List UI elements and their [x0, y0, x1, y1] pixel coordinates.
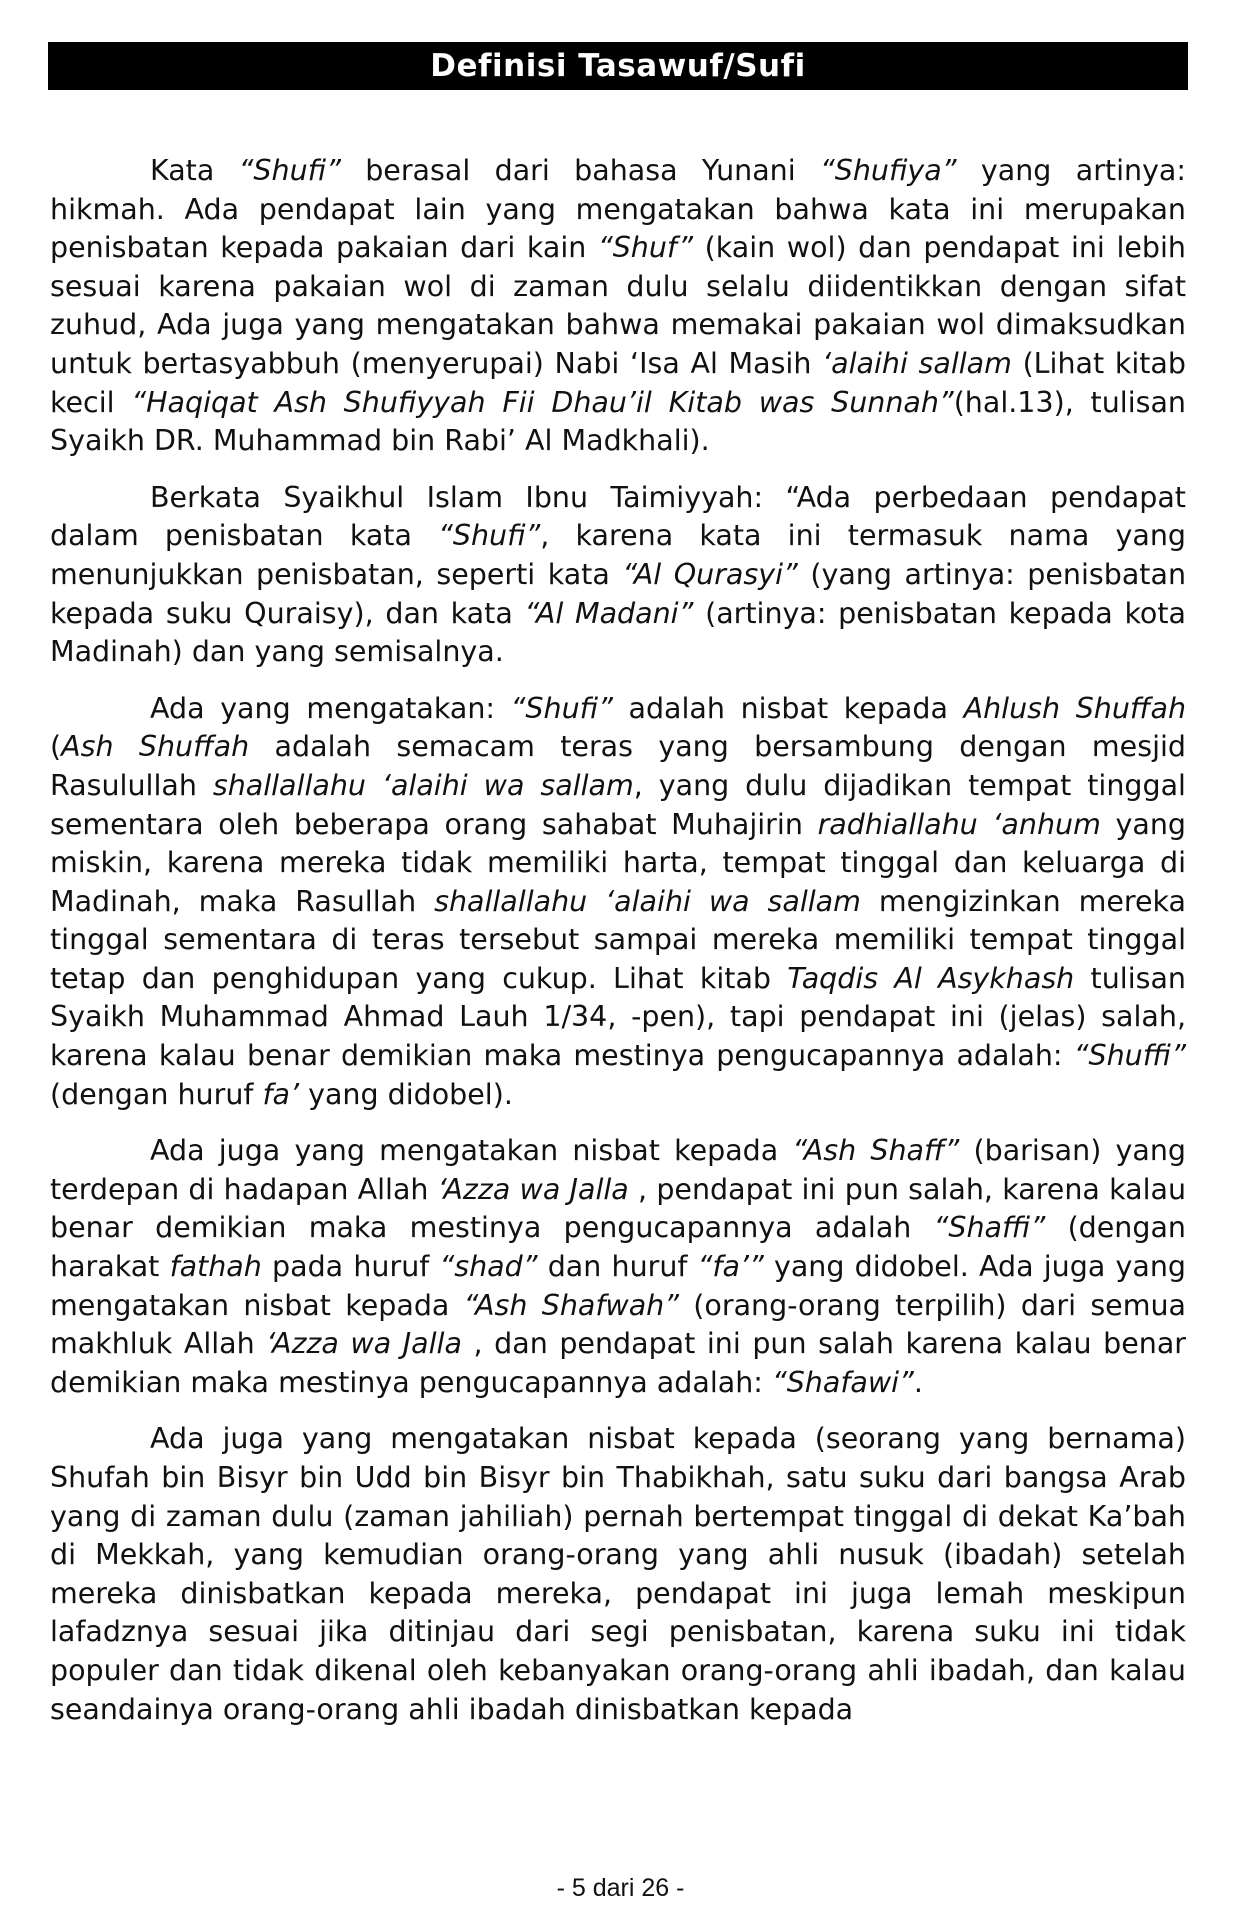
italic-term: shallallahu ‘alaihi wa sallam — [434, 884, 861, 918]
italic-term: Ahlush Shuffah — [963, 691, 1187, 725]
italic-term: “shad” — [439, 1250, 538, 1284]
paragraph — [50, 152, 1186, 461]
italic-term: shallallahu ‘alaihi wa sallam — [212, 768, 634, 802]
text-run: (kain wol) dan pendapat ini lebih sesuai karena pakaian wol di zaman dulu selalu diidentikkan dengan sifat zuhud, Ada juga yang mengatakan bahwa memakai pakaian wol dimaksudkan untuk bertasyabbuh (menyerupai) Nabi ‘Isa Al Masih — [50, 231, 1186, 380]
text-run: adalah nisbat kepada — [612, 691, 964, 725]
text-run: , dan pendapat ini pun salah karena kalau benar demikian maka mestinya pengucapannya adalah: — [50, 1327, 1186, 1399]
italic-term: “Shufi” — [438, 519, 541, 553]
paragraph — [50, 1420, 1186, 1729]
italic-term: “Shafawi” — [771, 1365, 914, 1399]
italic-term: “Al Qurasyi” — [622, 557, 798, 591]
text-run: (Lihat kitab kecil — [50, 346, 1186, 419]
italic-term: ‘Azza wa Jalla — [266, 1327, 462, 1361]
article-body — [50, 152, 1186, 1747]
italic-term: ‘alaihi sallam — [822, 346, 1012, 380]
paragraph — [50, 479, 1186, 672]
text-run: yang didobel). — [299, 1077, 513, 1111]
italic-term: “Shaffi” — [933, 1211, 1046, 1245]
text-run: pada huruf — [261, 1250, 440, 1284]
text-run: (dengan harakat — [50, 1211, 1186, 1284]
italic-term: “Al Madani” — [524, 596, 694, 630]
italic-term: Ash Shuffah — [61, 730, 250, 764]
text-run: , karena kata ini termasuk nama yang menunjukkan penisbatan, seperti kata — [50, 519, 1186, 591]
text-run: berasal dari bahasa Yunani — [340, 154, 821, 187]
text-run: yang artinya: hikmah. Ada pendapat lain yang mengatakan bahwa kata ini merupakan penisbatan kepada pakaian dari kain — [50, 154, 1187, 265]
text-run: yang didobel. Ada juga yang mengatakan nisbat kepada — [50, 1250, 1186, 1322]
italic-term: “Shuffi” — [1073, 1039, 1186, 1073]
italic-term: “Ash Shafwah” — [463, 1288, 680, 1322]
paragraph — [50, 690, 1186, 1115]
italic-term: “fa’” — [697, 1250, 764, 1284]
italic-term: “Shufi” — [238, 154, 341, 187]
italic-term: fa’ — [262, 1077, 300, 1111]
page-title: Definisi Tasawuf/Sufi — [48, 42, 1188, 90]
text-run: Ada juga yang mengatakan nisbat kepada — [150, 1134, 793, 1168]
text-run: (barisan) yang terdepan di hadapan Allah — [50, 1134, 1186, 1206]
italic-term: ‘Azza wa Jalla — [437, 1172, 629, 1206]
text-run: (orang-orang terpilih) dari semua makhluk Allah — [50, 1288, 1186, 1361]
text-run: , yang dulu dijadikan tempat tinggal sementara oleh beberapa orang sahabat Muhajirin — [50, 768, 1186, 841]
italic-term: radhiallahu ‘anhum — [817, 807, 1101, 841]
text-run: adalah semacam teras yang bersambung dengan mesjid Rasulullah — [50, 730, 1186, 802]
text-run: ( — [50, 730, 62, 764]
page-number: - 5 dari 26 - — [556, 1874, 685, 1902]
italic-term: “Shufi” — [510, 691, 613, 725]
text-run: dan huruf — [537, 1250, 698, 1284]
italic-term: Taqdis Al Asykhash — [787, 961, 1075, 995]
text-run: (hal.13), tulisan Syaikh DR. Muhammad bin Rabi’ Al Madkhali). — [50, 385, 1186, 458]
text-run: Berkata Syaikhul Islam Ibnu Taimiyyah: “Ada perbedaan pendapat dalam penisbatan kata — [50, 480, 1186, 553]
italic-term: “Shufiya” — [820, 154, 957, 187]
paragraph — [50, 1132, 1186, 1402]
text-run: mengizinkan mereka tinggal sementara di teras tersebut sampai mereka memiliki tempat tinggal tetap dan penghidupan yang cukup. Lihat kitab — [50, 884, 1186, 995]
text-run: Ada juga yang mengatakan nisbat kepada (seorang yang bernama) Shufah bin Bisyr bin Udd bin Bisyr bin Thabikhah, satu suku dari bangsa Arab yang di zaman dulu (zaman jahiliah) pernah bertempat tinggal di dekat Ka’bah di Mekkah, yang kemudian orang-orang yang ahli nusuk (ibadah) setelah mereka dinisbatkan kepada mereka, pendapat ini juga lemah meskipun lafadznya sesuai jika ditinjau dari segi penisbatan, karena suku ini tidak populer dan tidak dikenal oleh kebanyakan orang-orang ahli ibadah, dan kalau seandainya orang-orang ahli ibadah dinisbatkan kepada — [50, 1422, 1186, 1726]
text-run: yang miskin, karena mereka tidak memiliki harta, tempat tinggal dan keluarga di Madinah, maka Rasullah — [50, 807, 1187, 918]
text-run: (yang artinya: penisbatan kepada suku Quraisy), dan kata — [50, 557, 1187, 630]
text-run: Ada yang mengatakan: — [150, 691, 511, 725]
italic-term: “Shuf” — [597, 231, 694, 265]
text-run: tulisan Syaikh Muhammad Ahmad Lauh 1/34, -pen), tapi pendapat ini (jelas) salah, karena kalau benar demikian maka mestinya pengucapannya adalah: — [50, 961, 1186, 1073]
text-run: (dengan huruf — [50, 1077, 263, 1111]
text-run: (artinya: penisbatan kepada kota Madinah) dan yang semisalnya. — [50, 596, 1187, 669]
italic-term: “Ash Shaff” — [792, 1134, 960, 1168]
italic-term: fathah — [169, 1250, 262, 1284]
text-run: , pendapat ini pun salah, karena kalau benar demikian maka mestinya pengucapannya adalah — [50, 1172, 1187, 1245]
italic-term: “Haqiqat Ash Shufiyyah Fii Dhau’il Kitab was Sunnah” — [131, 385, 954, 419]
text-run: . — [913, 1365, 923, 1399]
text-run: Kata — [150, 154, 239, 187]
